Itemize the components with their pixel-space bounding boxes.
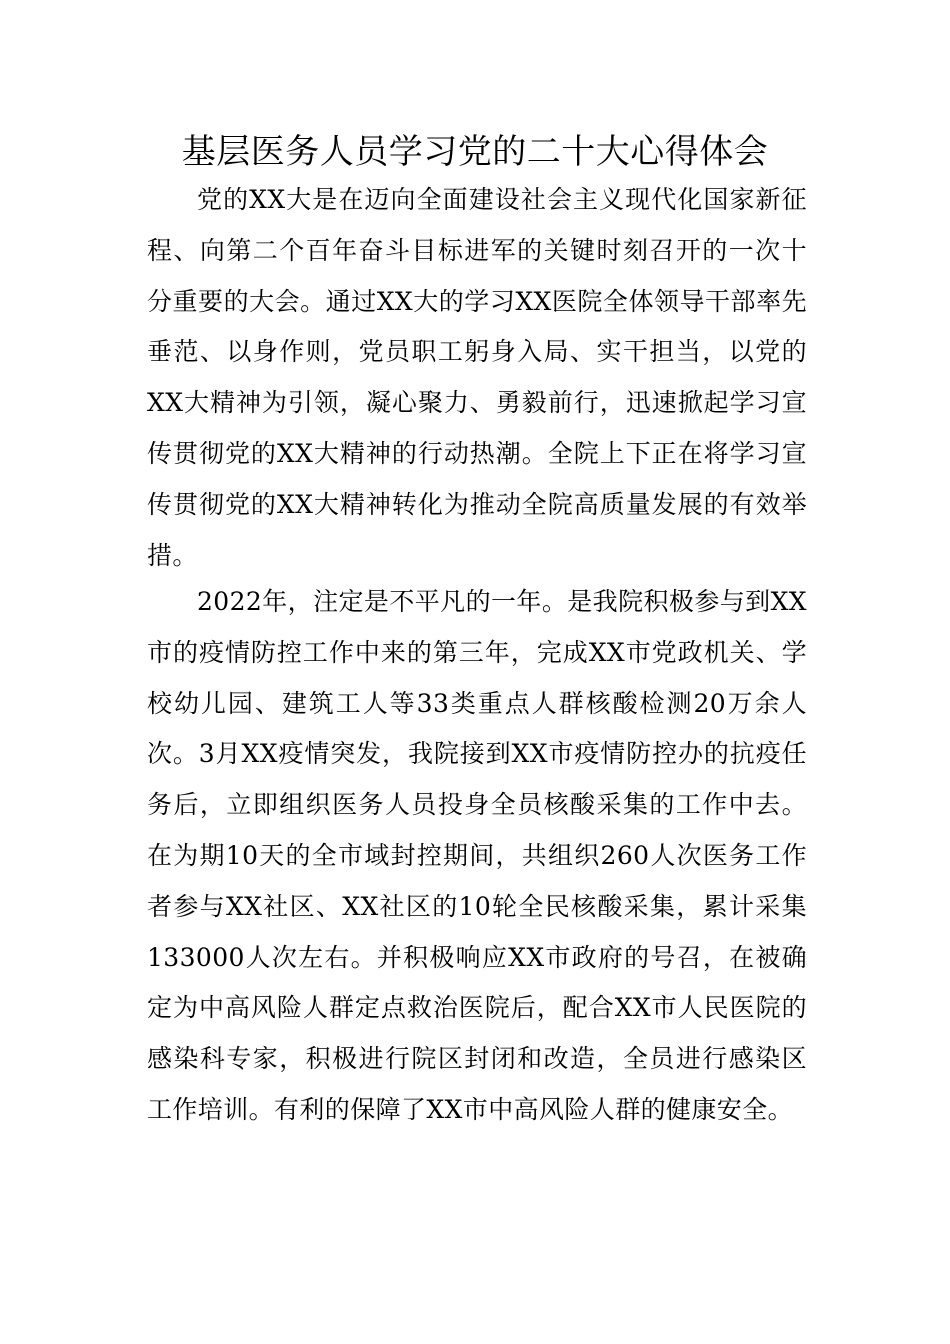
- paragraph-1: 党的XX大是在迈向全面建设社会主义现代化国家新征程、向第二个百年奋斗目标进军的关键时刻召开的一次十分重要的大会。通过XX大的学习XX医院全体领导干部率先垂范、以身作则，党员职工躬身入局、实干担当，以党的XX大精神为引领，凝心聚力、勇毅前行，迅速掀起学习宣传贯彻党的XX大精神的行动热潮。全院上下正在将学习宣传贯彻党的XX大精神转化为推动全院高质量发展的有效举措。: [147, 185, 807, 570]
- paragraph-2: 2022年，注定是不平凡的一年。是我院积极参与到XX市的疫情防控工作中来的第三年，完成XX市党政机关、学校幼儿园、建筑工人等33类重点人群核酸检测20万余人次。3月XX疫情突发，我院接到XX市疫情防控办的抗疫任务后，立即组织医务人员投身全员核酸采集的工作中去。在为期10天的全市域封控期间，共组织260人次医务工作者参与XX社区、XX社区的10轮全民核酸采集，累计采集133000人次左右。并积极响应XX市政府的号召，在被确定为中高风险人群定点救治医院后，配合XX市人民医院的感染科专家，积极进行院区封闭和改造，全员进行感染区工作培训。有利的保障了XX市中高风险人群的健康安全。: [147, 587, 807, 1124]
- document-title: 基层医务人员学习党的二十大心得体会: [181, 132, 769, 172]
